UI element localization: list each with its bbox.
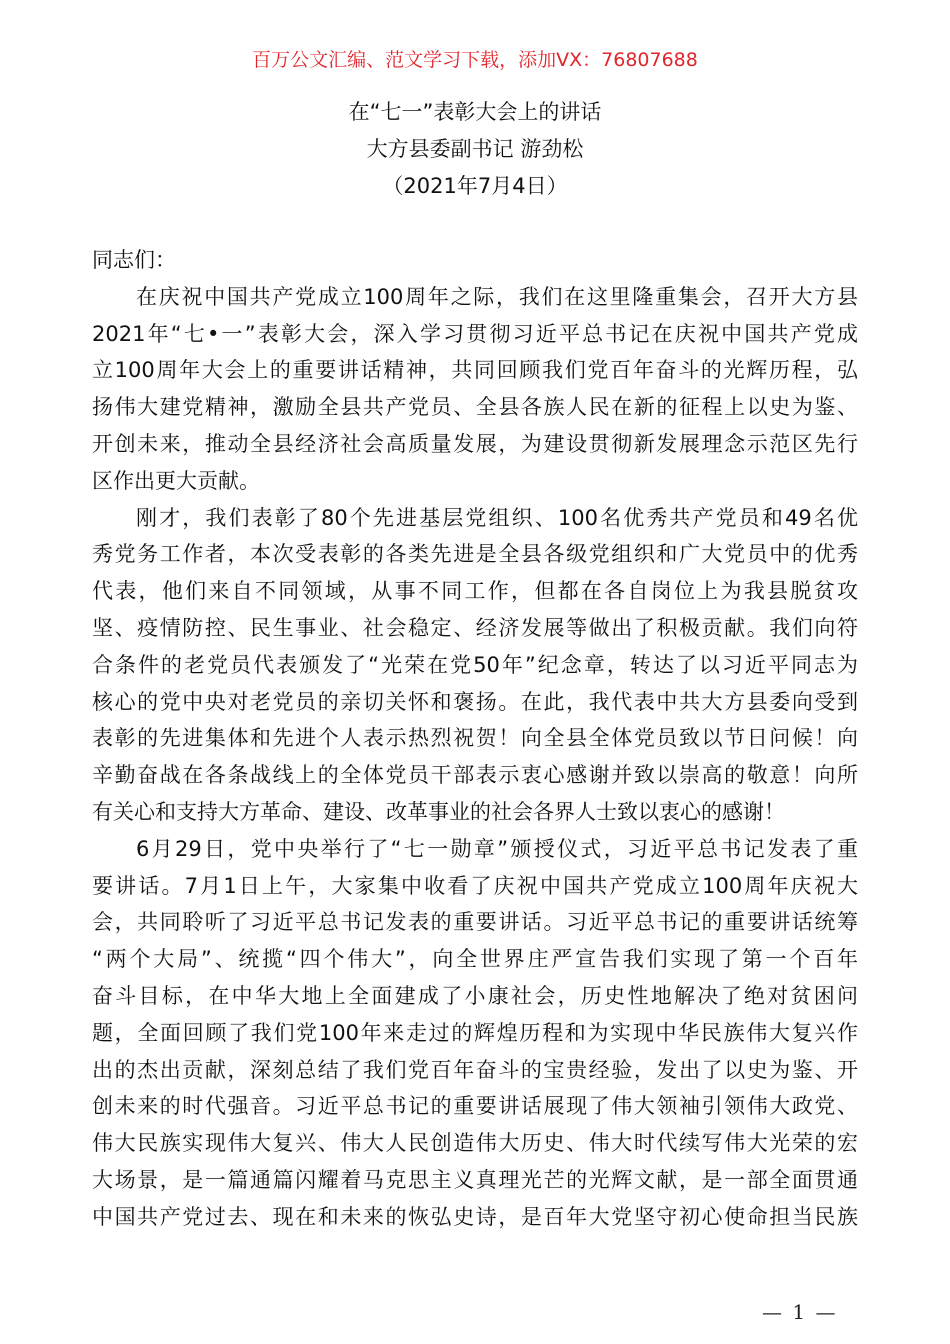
paragraph-line: 立100周年大会上的重要讲话精神，共同回顾我们党百年奋斗的光辉历程，弘 (92, 358, 858, 383)
paragraph (92, 500, 858, 831)
document-title: 在“七一”表彰大会上的讲话 (348, 100, 602, 124)
paragraph-line: 大场景，是一篇通篇闪耀着马克思主义真理光芒的光辉文献，是一部全面贯通 (92, 1167, 858, 1192)
paragraph-line: 中国共产党过去、现在和未来的恢弘史诗，是百年大党坚守初心使命担当民族 (92, 1204, 858, 1229)
document-body (92, 242, 858, 1236)
greeting: 同志们： (92, 248, 176, 272)
paragraph-line: 要讲话。7月1日上午，大家集中收看了庆祝中国共产党成立100周年庆祝大 (92, 873, 858, 898)
paragraph-line: 坚、疫情防控、民生事业、社会稳定、经济发展等做出了积极贡献。我们向符 (92, 615, 858, 640)
paragraph-line: 6月29日，党中央举行了“七一勋章”颁授仪式，习近平总书记发表了重 (136, 836, 858, 861)
paragraph-line: 在庆祝中国共产党成立100周年之际，我们在这里隆重集会，召开大方县 (136, 284, 858, 309)
speaker-line: 大方县委副书记 游劲松 (366, 137, 584, 161)
paragraph-line: 核心的党中央对老党员的亲切关怀和褒扬。在此，我代表中共大方县委向受到 (92, 689, 858, 714)
paragraph-line: 刚才，我们表彰了80个先进基层党组织、100名优秀共产党员和49名优 (136, 505, 858, 530)
paragraph-line: 合条件的老党员代表颁发了“光荣在党50年”纪念章，转达了以习近平同志为 (92, 652, 858, 677)
paragraph (92, 279, 858, 500)
paragraph-line: 辛勤奋战在各条战线上的全体党员干部表示衷心感谢并致以崇高的敬意！向所 (92, 763, 858, 788)
paragraph-line: 奋斗目标，在中华大地上全面建成了小康社会，历史性地解决了绝对贫困问 (92, 983, 858, 1008)
paragraph-line: 伟大民族实现伟大复兴、伟大人民创造伟大历史、伟大时代续写伟大光荣的宏 (92, 1131, 858, 1156)
speech-date: （2021年7月4日） (382, 174, 568, 198)
paragraph-line: 代表，他们来自不同领域，从事不同工作，但都在各自岗位上为我县脱贫攻 (92, 579, 858, 604)
paragraph-line: 会，共同聆听了习近平总书记发表的重要讲话。习近平总书记的重要讲话统筹 (92, 910, 858, 935)
paragraph-line: “两个大局”、统揽“四个伟大”，向全世界庄严宣告我们实现了第一个百年 (92, 947, 858, 972)
paragraph-line: 区作出更大贡献。 (92, 468, 260, 493)
paragraph-line: 表彰的先进集体和先进个人表示热烈祝贺！向全县全体党员致以节日问候！向 (92, 726, 858, 751)
paragraph-line: 2021年“七•一”表彰大会，深入学习贯彻习近平总书记在庆祝中国共产党成 (92, 321, 858, 346)
paragraph-line: 创未来的时代强音。习近平总书记的重要讲话展现了伟大领袖引领伟大政党、 (92, 1094, 858, 1119)
paragraph-line: 出的杰出贡献，深刻总结了我们党百年奋斗的宝贵经验，发出了以史为鉴、开 (92, 1057, 858, 1082)
paragraph (92, 831, 858, 1236)
paragraph-line: 题，全面回顾了我们党100年来走过的辉煌历程和为实现中华民族伟大复兴作 (92, 1020, 858, 1045)
paragraph-line: 有关心和支持大方革命、建设、改革事业的社会各界人士致以衷心的感谢！ (92, 799, 785, 824)
page-number: — 1 — (762, 1300, 838, 1324)
paragraph-line: 秀党务工作者，本次受表彰的各类先进是全县各级党组织和广大党员中的优秀 (92, 542, 858, 567)
paragraph-line: 扬伟大建党精神，激励全县共产党员、全县各族人民在新的征程上以史为鉴、 (92, 395, 858, 420)
paragraph-line: 开创未来，推动全县经济社会高质量发展，为建设贯彻新发展理念示范区先行 (92, 431, 858, 456)
watermark-banner: 百万公文汇编、范文学习下载，添加VX：76807688 (252, 49, 698, 71)
